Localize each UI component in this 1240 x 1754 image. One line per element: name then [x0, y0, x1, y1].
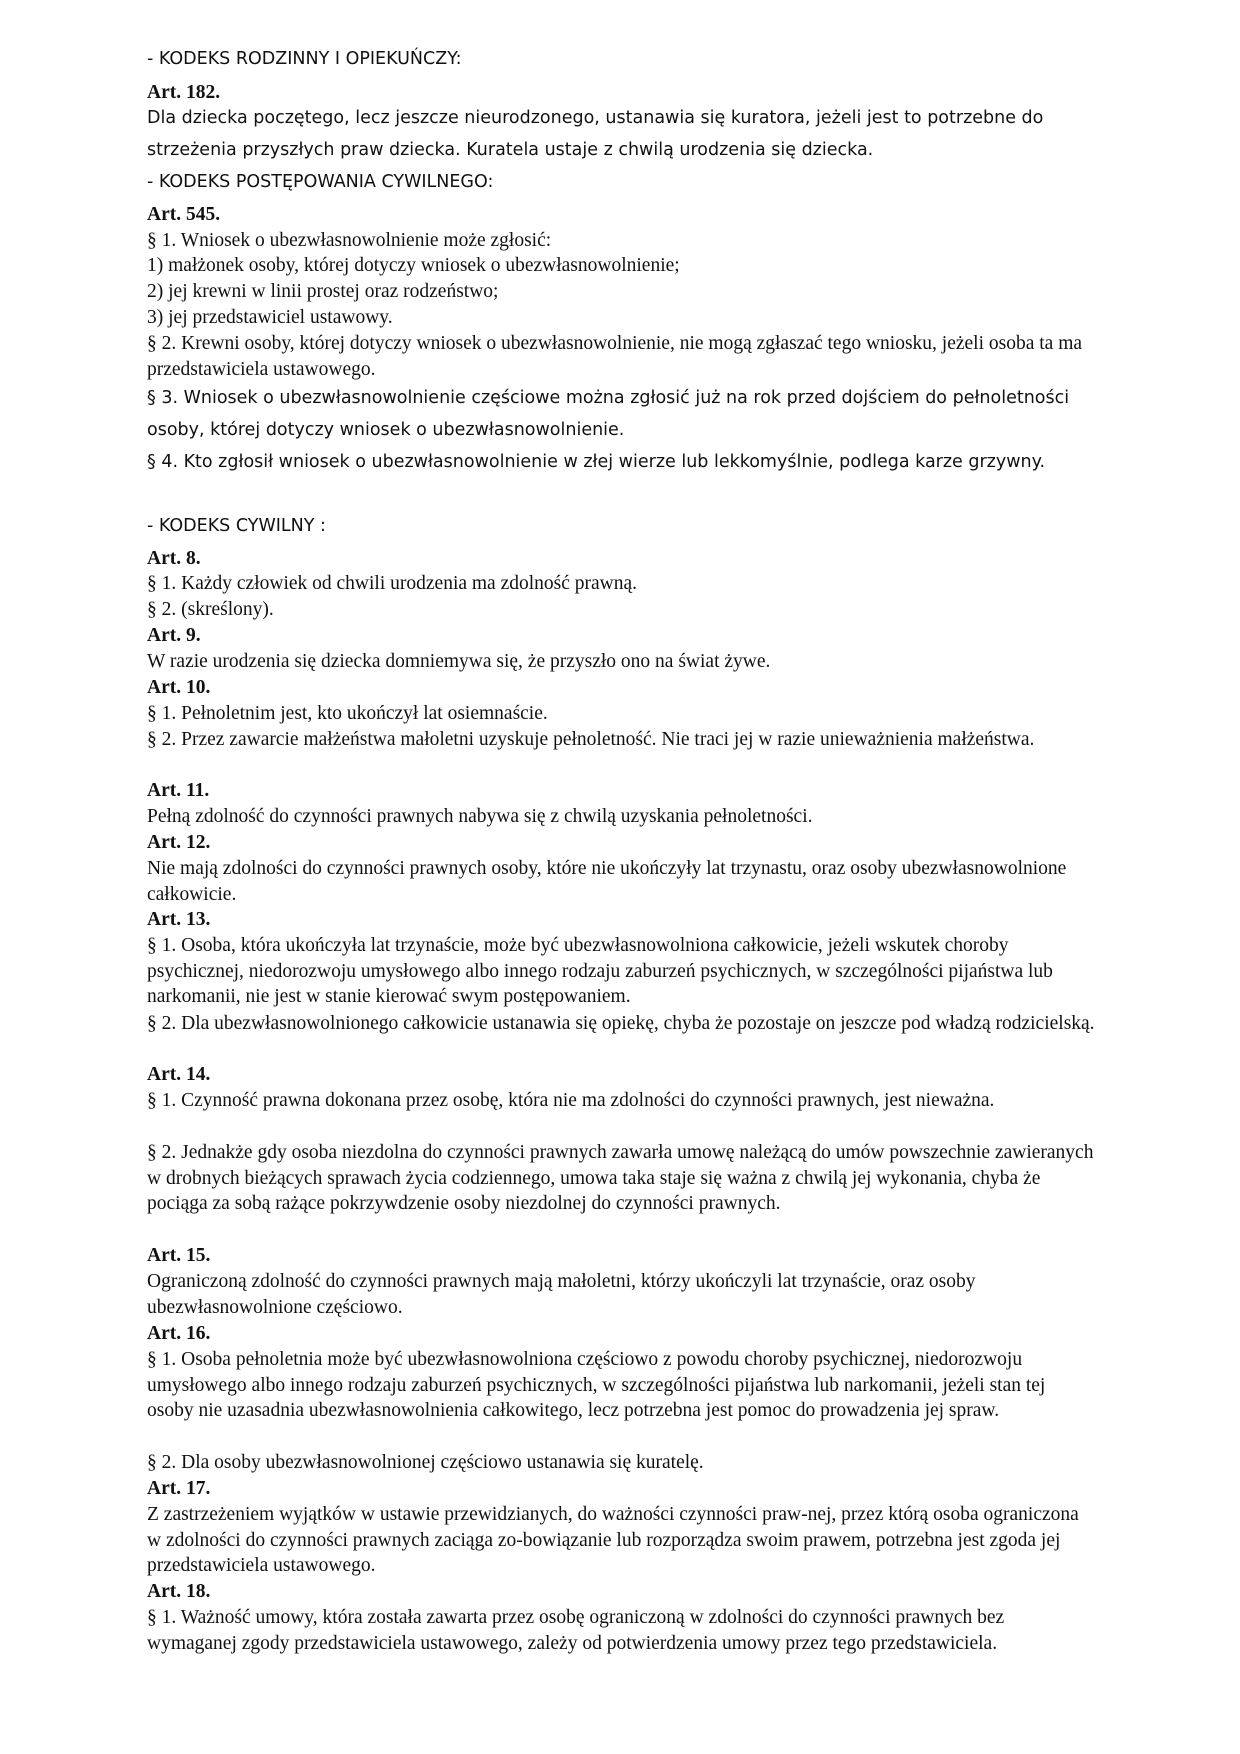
article-paragraph: § 1. Każdy człowiek od chwili urodzenia ma zdolność prawną. [147, 573, 638, 594]
article-paragraph: § 1. Pełnoletnim jest, kto ukończył lat osiemnaście. [147, 703, 548, 724]
article-paragraph: Z zastrzeżeniem wyjątków w ustawie przewidzianych, do ważności czynności praw-nej, przez którą osoba ograniczona w zdolności do czynności prawnych zaciąga zo-bowiązanie lub rozporządza swoim prawem, potrzebna jest zgoda jej przedstawiciela ustawowego. [147, 1504, 1079, 1576]
article-paragraph: 3) jej przedstawiciel ustawowy. [147, 307, 393, 328]
article-heading: Art. 545. [147, 204, 221, 225]
article-paragraph: W razie urodzenia się dziecka domniemywa się, że przyszło ono na świat żywe. [147, 651, 771, 672]
article-heading: Art. 9. [147, 625, 201, 646]
section-heading-kc: - KODEKS CYWILNY : [147, 516, 326, 536]
article-paragraph: § 1. Wniosek o ubezwłasnowolnienie może zgłosić: [147, 230, 552, 251]
article-heading: Art. 16. [147, 1323, 211, 1344]
article-heading: Art. 11. [147, 780, 210, 801]
article-paragraph: § 1. Czynność prawna dokonana przez osobę, która nie ma zdolności do czynności prawnych, jest nieważna. [147, 1090, 995, 1111]
article-paragraph: 1) małżonek osoby, której dotyczy wniosek o ubezwłasnowolnienie; [147, 255, 680, 276]
article-paragraph: § 1. Ważność umowy, która została zawarta przez osobę ograniczoną w zdolności do czynności prawnych bez wymaganej zgody przedstawiciela ustawowego, zależy od potwierdzenia umowy przez tego przedstawiciela. [147, 1607, 1005, 1654]
article-heading: Art. 12. [147, 832, 211, 853]
article-paragraph: Pełną zdolność do czynności prawnych nabywa się z chwilą uzyskania pełnoletności. [147, 806, 813, 827]
section-heading-kro: - KODEKS RODZINNY I OPIEKUŃCZY: [147, 49, 462, 69]
article-heading: Art. 8. [147, 548, 201, 569]
article-paragraph: § 2. Krewni osoby, której dotyczy wniosek o ubezwłasnowolnienie, nie mogą zgłaszać tego wniosku, jeżeli osoba ta ma przedstawiciela ustawowego. [147, 333, 1083, 380]
article-heading: Art. 15. [147, 1245, 211, 1266]
article-heading: Art. 13. [147, 909, 211, 930]
article-paragraph: Dla dziecka poczętego, lecz jeszcze nieurodzonego, ustanawia się kuratora, jeżeli jest to potrzebne do strzeżenia przyszłych praw dziecka. Kuratela ustaje z chwilą urodzenia się dziecka. [147, 108, 1044, 160]
article-heading: Art. 182. [147, 82, 221, 103]
article-paragraph: Nie mają zdolności do czynności prawnych osoby, które nie ukończyły lat trzynastu, oraz osoby ubezwłasnowolnione całkowicie. [147, 858, 1067, 905]
article-paragraph: § 2. Jednakże gdy osoba niezdolna do czynności prawnych zawarła umowę należącą do umów powszechnie zawieranych w drobnych bieżących sprawach życia codziennego, umowa taka staje się ważna z chwilą jej wykonania, chyba że pociąga za sobą rażące pokrzywdzenie osoby niezdolnej do czynności prawnych. [147, 1142, 1094, 1214]
article-paragraph: § 1. Osoba pełnoletnia może być ubezwłasnowolniona częściowo z powodu choroby psychicznej, niedorozwoju umysłowego albo innego rodzaju zaburzeń psychicznych, w szczególności pijaństwa lub narkomanii, jeżeli stan tej osoby nie uzasadnia ubezwłasnowolnienia całkowitego, lecz potrzebna jest pomoc do prowadzenia jej spraw. [147, 1349, 1046, 1421]
article-paragraph: § 4. Kto zgłosił wniosek o ubezwłasnowolnienie w złej wierze lub lekkomyślnie, podlega karze grzywny. [147, 452, 1046, 472]
article-heading: Art. 18. [147, 1581, 211, 1602]
article-heading: Art. 10. [147, 677, 211, 698]
section-heading-kpc: - KODEKS POSTĘPOWANIA CYWILNEGO: [147, 172, 494, 192]
article-heading: Art. 14. [147, 1064, 211, 1085]
article-paragraph: § 1. Osoba, która ukończyła lat trzynaście, może być ubezwłasnowolniona całkowicie, jeżeli wskutek choroby psychicznej, niedorozwoju umysłowego albo innego rodzaju zaburzeń psychicznych, w szczególności pijaństwa lub narkomanii, nie jest w stanie kierować swym postępowaniem. [147, 935, 1053, 1007]
article-heading: Art. 17. [147, 1478, 211, 1499]
article-paragraph: § 2. Przez zawarcie małżeństwa małoletni uzyskuje pełnoletność. Nie traci jej w razie unieważnienia małżeństwa. [147, 729, 1035, 750]
article-paragraph: § 3. Wniosek o ubezwłasnowolnienie częściowe można zgłosić już na rok przed dojściem do pełnoletności osoby, której dotyczy wniosek o ubezwłasnowolnienie. [147, 388, 1070, 440]
article-paragraph: 2) jej krewni w linii prostej oraz rodzeństwo; [147, 281, 499, 302]
article-paragraph: § 2. Dla ubezwłasnowolnionego całkowicie ustanawia się opiekę, chyba że pozostaje on jeszcze pod władzą rodzicielską. [147, 1013, 1095, 1034]
article-paragraph: Ograniczoną zdolność do czynności prawnych mają małoletni, którzy ukończyli lat trzynaście, oraz osoby ubezwłasnowolnione częściowo. [147, 1271, 976, 1318]
article-paragraph: § 2. Dla osoby ubezwłasnowolnionej częściowo ustanawia się kuratelę. [147, 1452, 704, 1473]
article-paragraph: § 2. (skreślony). [147, 599, 274, 620]
